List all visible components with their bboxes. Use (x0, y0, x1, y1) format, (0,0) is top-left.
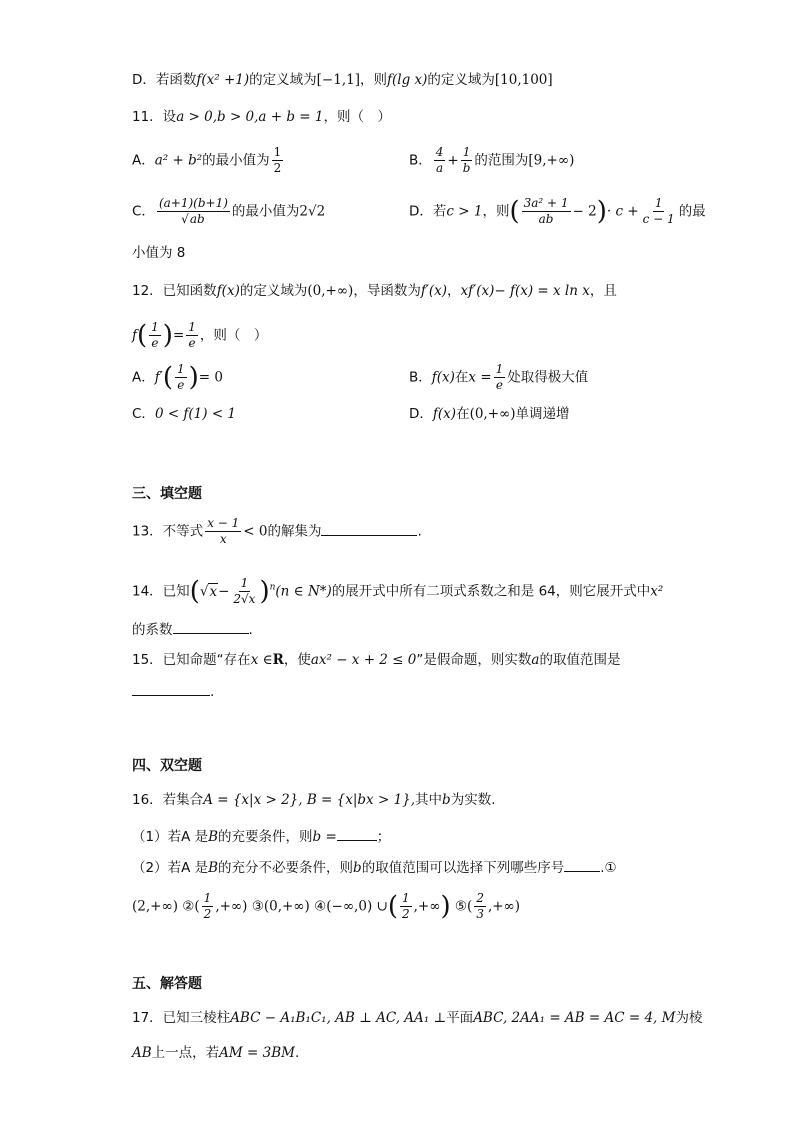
q16-part2: （2）若A 是B的充分不必要条件，则b的取值范围可以选择下列哪些序号 .① (132, 857, 617, 878)
section-heading-double-blank: 四、双空题 (132, 758, 202, 774)
option-marker: ⑤ (454, 898, 468, 915)
section-heading-fill-in: 三、填空题 (132, 486, 202, 502)
option-marker: ② (182, 898, 195, 915)
q16-options: (2,+∞) ②( $\frac{1}{2}$ ,+∞) ③(0,+∞) ④(−∞,0) ∪( $\frac{1}{2}$ ,+∞) ⑤( $\frac{2}{3}$ ,+∞) (132, 891, 521, 922)
q12-option-a: A．f′( $\frac{1}{e}$ )= 0 (132, 362, 223, 393)
option-marker: ① (604, 860, 617, 876)
fraction: $\frac{1}{e}$ (495, 362, 504, 392)
answer-blank[interactable] (132, 681, 210, 696)
q17-wrap: AB上一点，若AM = 3BM. (132, 1045, 300, 1061)
q12-option-c: C．0 < f(1) < 1 (132, 406, 237, 422)
fraction: $\frac{\text{3a² + 1}}{ab}$ (523, 196, 569, 226)
fraction: $\frac{1}{c - 1}$ (642, 196, 675, 226)
q11-option-c: C． $\frac{(a+1)(b+1)}{√ab}$ 的最小值为2√2 (132, 196, 326, 226)
answer-blank[interactable] (173, 619, 249, 634)
fraction: $\frac{1}{2}$ (203, 891, 212, 921)
q16-part1: （1）若A 是B的充要条件，则b = ； (132, 826, 390, 847)
fraction: $\frac{x - 1}{x}$ (207, 516, 240, 546)
q10-option-d: D．若函数f(x² +1)的定义域为[−1,1]，则f(lg x)的定义域为[10,100] (132, 72, 553, 88)
fraction: $\frac{2}{3}$ (476, 891, 484, 921)
q12-option-d: D．f(x)在(0,+∞)单调递增 (409, 406, 570, 422)
fraction: $\frac{1}{b}$ (462, 145, 471, 175)
q13: 13．不等式 $\frac{x - 1}{x}$ < 0的解集为 . (132, 516, 422, 546)
q14: 14．已知(√x− $\frac{1}{2√x}$ )$^n$(n ∈ N*)的展开式中所有二项式系数之和是 64，则它展开式中x² (132, 576, 664, 607)
option-marker: ④ (314, 898, 327, 915)
section-heading-solutions: 五、解答题 (132, 976, 202, 992)
fraction: $\frac{1}{e}$ (176, 362, 185, 392)
q14-wrap: 的系数 . (132, 619, 253, 640)
q15: 15．已知命题“存在x ∈R，使ax² − x + 2 ≤ 0”是假命题，则实数a的取值范围是 (132, 652, 621, 668)
fraction: $\frac{(a+1)(b+1)}{√ab}$ (158, 196, 228, 226)
fraction: $\frac{1}{2√x}$ (233, 576, 256, 606)
q12-stem: 12．已知函数f(x)的定义域为(0,+∞)，导函数为f′(x)，xf′(x)− f(x) = x ln x，且 (132, 283, 617, 299)
q16-stem: 16．若集合A = {x|x > 2}, B = {x|bx > 1},其中b为实数. (132, 792, 496, 808)
q17: 17．已知三棱柱ABC − A₁B₁C₁, AB ⊥ AC, AA₁ ⊥平面ABC, 2AA₁ = AB = AC = 4, M为棱 (132, 1010, 703, 1026)
q11-option-d: D．若c > 1，则( $\frac{\text{3a² + 1}}{ab}$ − 2)· c + $\frac{1}{c - 1}$ 的最 (409, 196, 706, 227)
fraction: $\frac{1}{e}$ (151, 320, 159, 350)
answer-blank[interactable] (321, 521, 417, 536)
q15-wrap: . (132, 681, 214, 702)
fraction: $\frac{1}{2}$ (401, 891, 410, 921)
fraction: $\frac{4}{a}$ (435, 145, 444, 175)
q12-option-b: B．f(x)在x = $\frac{1}{e}$ 处取得极大值 (409, 362, 589, 392)
answer-blank[interactable] (337, 826, 377, 841)
q11-option-a: A．a² + b²的最小值为 $\frac{1}{2}$ (132, 145, 282, 175)
q12-condition: f( $\frac{1}{e}$ )= $\frac{1}{e}$ ，则（ ） (132, 320, 268, 351)
fraction: $\frac{1}{2}$ (273, 145, 282, 175)
q11-option-b: B． $\frac{4}{a}$ + $\frac{1}{b}$ 的范围为[9,+∞) (409, 145, 575, 175)
fraction: $\frac{1}{e}$ (188, 320, 196, 350)
option-marker: ③ (251, 898, 264, 915)
q11-stem: 11．设a > 0,b > 0,a + b = 1，则（ ） (132, 109, 391, 125)
q11-option-d-wrap: 小值为 8 (132, 245, 186, 261)
answer-blank[interactable] (564, 857, 600, 872)
